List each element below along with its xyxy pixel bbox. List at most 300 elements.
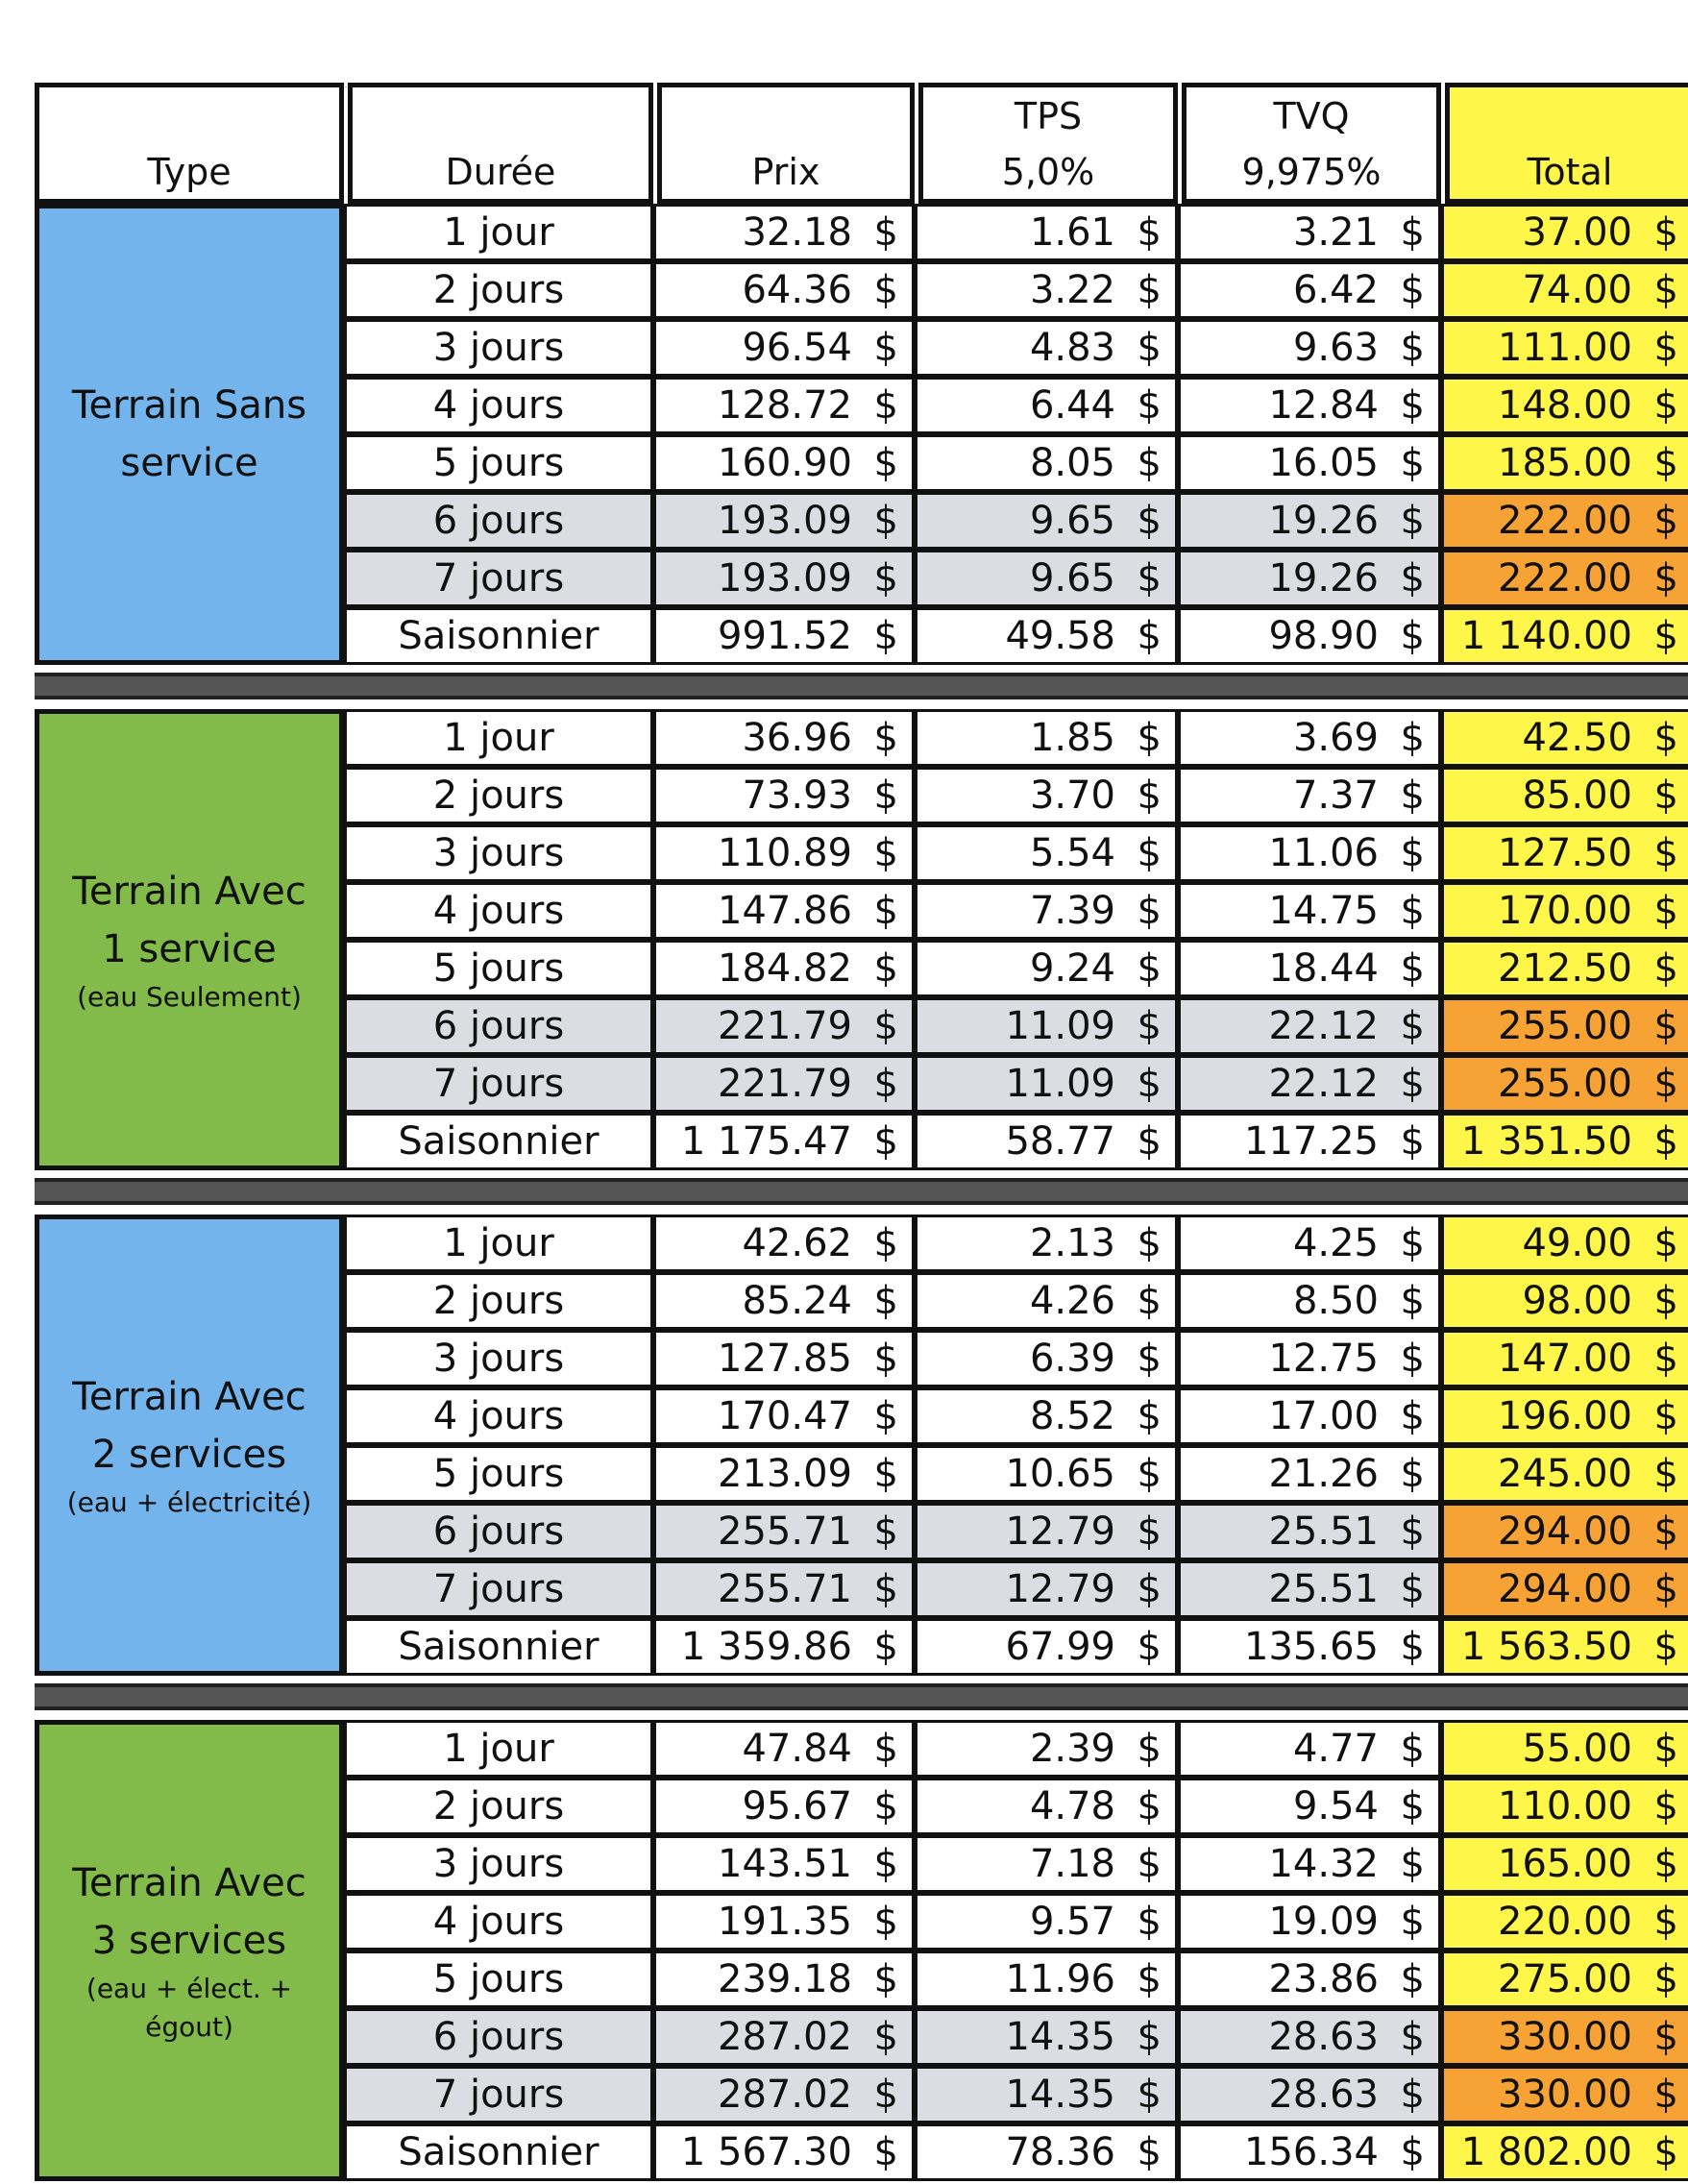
currency-symbol: $ [873, 614, 898, 658]
currency-symbol: $ [873, 1727, 898, 1771]
total-cell [1441, 1113, 1688, 1170]
prix-value: 127.85 [718, 1337, 852, 1381]
header-tvq-rate: 9,975% [1241, 151, 1382, 193]
tvq-value: 18.44 [1268, 946, 1379, 991]
type-subtitle: (eau Seulement) [77, 981, 302, 1013]
header-duree [348, 83, 653, 204]
currency-symbol: $ [1137, 1625, 1162, 1669]
currency-symbol: $ [1137, 1509, 1162, 1554]
tvq-value: 7.37 [1292, 773, 1379, 818]
currency-symbol: $ [1137, 1567, 1162, 1611]
tvq-value: 17.00 [1268, 1394, 1379, 1438]
total-value: 110.00 [1498, 1784, 1632, 1828]
total-value: 111.00 [1498, 326, 1632, 370]
currency-symbol: $ [873, 556, 898, 601]
currency-symbol: $ [873, 1221, 898, 1265]
total-value: 74.00 [1522, 268, 1632, 312]
total-value: 294.00 [1498, 1509, 1632, 1554]
tps-cell [915, 550, 1178, 607]
total-cell [1441, 709, 1688, 767]
tvq-cell [1178, 1720, 1441, 1778]
currency-symbol: $ [1653, 1625, 1678, 1669]
prix-value: 47.84 [742, 1727, 852, 1771]
prix-value: 213.09 [718, 1452, 852, 1496]
currency-symbol: $ [1653, 614, 1678, 658]
tvq-value: 9.63 [1292, 326, 1379, 370]
table-row [344, 1503, 1688, 1560]
total-cell [1441, 1835, 1688, 1893]
type-title-line: 3 services [91, 1919, 287, 1963]
tvq-value: 9.54 [1292, 1784, 1379, 1828]
currency-symbol: $ [1400, 831, 1425, 875]
currency-symbol: $ [1400, 1337, 1425, 1381]
prix-value: 42.62 [742, 1221, 852, 1265]
currency-symbol: $ [1653, 946, 1678, 991]
duree-cell: 6 jours [344, 492, 653, 550]
table-row [344, 1778, 1688, 1835]
total-value: 220.00 [1498, 1900, 1632, 1944]
prix-cell [653, 709, 915, 767]
tps-cell [915, 767, 1178, 824]
total-value: 37.00 [1522, 210, 1632, 255]
total-cell [1441, 1560, 1688, 1618]
currency-symbol: $ [1400, 614, 1425, 658]
tps-cell [915, 261, 1178, 319]
total-cell [1441, 1215, 1688, 1272]
currency-symbol: $ [1137, 441, 1162, 485]
tps-cell [915, 1618, 1178, 1676]
tps-cell [915, 882, 1178, 940]
currency-symbol: $ [1137, 1842, 1162, 1886]
header-duree-label: Durée [445, 151, 556, 193]
tps-value: 11.96 [1005, 1957, 1115, 2001]
prix-cell [653, 2008, 915, 2066]
tps-value: 7.39 [1029, 889, 1115, 933]
tps-value: 2.13 [1029, 1221, 1115, 1265]
table-row [344, 1330, 1688, 1387]
total-value: 49.00 [1522, 1221, 1632, 1265]
table-row [344, 1387, 1688, 1445]
prix-value: 96.54 [742, 326, 852, 370]
tvq-cell [1178, 2066, 1441, 2123]
currency-symbol: $ [1400, 2130, 1425, 2174]
tvq-value: 117.25 [1244, 1119, 1379, 1164]
duree-cell: 4 jours [344, 1387, 653, 1445]
total-value: 1 140.00 [1460, 614, 1632, 658]
currency-symbol: $ [1137, 2015, 1162, 2059]
tvq-cell [1178, 1272, 1441, 1330]
tps-cell [915, 1330, 1178, 1387]
total-cell [1441, 2066, 1688, 2123]
currency-symbol: $ [873, 1567, 898, 1611]
header-type-label: Type [147, 151, 232, 193]
currency-symbol: $ [1400, 1062, 1425, 1106]
header-tps-label: TPS [1014, 95, 1083, 137]
currency-symbol: $ [873, 441, 898, 485]
total-cell [1441, 607, 1688, 665]
currency-symbol: $ [1653, 773, 1678, 818]
tps-value: 9.57 [1029, 1900, 1115, 1944]
type-cell [35, 1215, 344, 1676]
currency-symbol: $ [873, 1279, 898, 1323]
total-cell [1441, 882, 1688, 940]
prix-cell [653, 1272, 915, 1330]
prix-cell [653, 940, 915, 997]
tvq-value: 25.51 [1268, 1509, 1379, 1554]
tvq-cell [1178, 1778, 1441, 1835]
duree-cell: Saisonnier [344, 2123, 653, 2181]
currency-symbol: $ [1137, 556, 1162, 601]
currency-symbol: $ [1653, 499, 1678, 543]
tps-cell [915, 2123, 1178, 2181]
table-header [35, 83, 1688, 204]
currency-symbol: $ [1653, 831, 1678, 875]
total-cell [1441, 377, 1688, 434]
prix-cell [653, 1560, 915, 1618]
tvq-cell [1178, 2008, 1441, 2066]
tps-value: 1.61 [1029, 210, 1115, 255]
tvq-cell [1178, 2123, 1441, 2181]
prix-cell [653, 882, 915, 940]
tps-value: 67.99 [1005, 1625, 1115, 1669]
currency-symbol: $ [873, 946, 898, 991]
total-cell [1441, 940, 1688, 997]
tvq-cell [1178, 1113, 1441, 1170]
total-value: 148.00 [1498, 383, 1632, 428]
tvq-cell [1178, 1215, 1441, 1272]
currency-symbol: $ [873, 210, 898, 255]
total-cell [1441, 204, 1688, 261]
prix-value: 170.47 [718, 1394, 852, 1438]
currency-symbol: $ [1400, 889, 1425, 933]
table-row [344, 709, 1688, 767]
duree-cell: 1 jour [344, 204, 653, 261]
tvq-value: 22.12 [1268, 1004, 1379, 1048]
prix-value: 184.82 [718, 946, 852, 991]
table-row [344, 607, 1688, 665]
currency-symbol: $ [1400, 499, 1425, 543]
tps-cell [915, 1215, 1178, 1272]
tvq-value: 16.05 [1268, 441, 1379, 485]
tps-value: 11.09 [1005, 1062, 1115, 1106]
currency-symbol: $ [1400, 1842, 1425, 1886]
currency-symbol: $ [1400, 1957, 1425, 2001]
prix-value: 991.52 [718, 614, 852, 658]
table-row [344, 319, 1688, 377]
prix-value: 32.18 [742, 210, 852, 255]
currency-symbol: $ [1653, 1004, 1678, 1048]
tps-cell [915, 1387, 1178, 1445]
total-value: 275.00 [1498, 1957, 1632, 2001]
currency-symbol: $ [1653, 1567, 1678, 1611]
tps-cell [915, 204, 1178, 261]
total-value: 196.00 [1498, 1394, 1632, 1438]
currency-symbol: $ [1653, 889, 1678, 933]
prix-value: 36.96 [742, 716, 852, 760]
prix-cell [653, 1113, 915, 1170]
currency-symbol: $ [1653, 2130, 1678, 2174]
table-row [344, 1445, 1688, 1503]
tvq-cell [1178, 1387, 1441, 1445]
prix-cell [653, 1387, 915, 1445]
currency-symbol: $ [1400, 1221, 1425, 1265]
prix-value: 221.79 [718, 1004, 852, 1048]
currency-symbol: $ [1137, 614, 1162, 658]
total-cell [1441, 550, 1688, 607]
currency-symbol: $ [1137, 946, 1162, 991]
duree-cell: Saisonnier [344, 1618, 653, 1676]
table-row [344, 1835, 1688, 1893]
total-cell [1441, 1272, 1688, 1330]
prix-cell [653, 767, 915, 824]
duree-cell: 1 jour [344, 1720, 653, 1778]
header-tvq [1182, 83, 1441, 204]
currency-symbol: $ [1653, 1062, 1678, 1106]
prix-value: 128.72 [718, 383, 852, 428]
currency-symbol: $ [1400, 716, 1425, 760]
total-cell [1441, 1055, 1688, 1113]
tps-cell [915, 1951, 1178, 2008]
tvq-value: 12.84 [1268, 383, 1379, 428]
prix-cell [653, 261, 915, 319]
currency-symbol: $ [1653, 1452, 1678, 1496]
tps-cell [915, 1113, 1178, 1170]
currency-symbol: $ [1653, 268, 1678, 312]
currency-symbol: $ [1137, 1727, 1162, 1771]
total-cell [1441, 1778, 1688, 1835]
table-row [344, 997, 1688, 1055]
currency-symbol: $ [1137, 210, 1162, 255]
tps-cell [915, 824, 1178, 882]
tps-value: 3.22 [1029, 268, 1115, 312]
total-cell [1441, 1503, 1688, 1560]
tps-value: 3.70 [1029, 773, 1115, 818]
table-row [344, 1560, 1688, 1618]
tvq-value: 4.25 [1292, 1221, 1379, 1265]
currency-symbol: $ [1137, 716, 1162, 760]
prix-cell [653, 1330, 915, 1387]
prix-cell [653, 1055, 915, 1113]
currency-symbol: $ [873, 1900, 898, 1944]
tvq-value: 22.12 [1268, 1062, 1379, 1106]
currency-symbol: $ [1400, 1784, 1425, 1828]
tvq-cell [1178, 997, 1441, 1055]
prix-value: 193.09 [718, 499, 852, 543]
tvq-cell [1178, 434, 1441, 492]
currency-symbol: $ [873, 1062, 898, 1106]
currency-symbol: $ [1400, 773, 1425, 818]
currency-symbol: $ [1400, 1625, 1425, 1669]
currency-symbol: $ [1137, 1784, 1162, 1828]
currency-symbol: $ [1653, 210, 1678, 255]
tvq-value: 3.69 [1292, 716, 1379, 760]
header-prix-label: Prix [751, 151, 820, 193]
total-cell [1441, 1445, 1688, 1503]
total-value: 222.00 [1498, 556, 1632, 601]
tvq-value: 25.51 [1268, 1567, 1379, 1611]
currency-symbol: $ [1653, 1842, 1678, 1886]
currency-symbol: $ [1653, 1119, 1678, 1164]
tvq-value: 6.42 [1292, 268, 1379, 312]
total-value: 1 563.50 [1460, 1625, 1632, 1669]
header-tps [918, 83, 1178, 204]
tvq-value: 21.26 [1268, 1452, 1379, 1496]
currency-symbol: $ [1653, 1957, 1678, 2001]
currency-symbol: $ [873, 773, 898, 818]
type-cell [35, 1720, 344, 2181]
tps-value: 4.26 [1029, 1279, 1115, 1323]
tps-value: 58.77 [1005, 1119, 1115, 1164]
currency-symbol: $ [873, 1394, 898, 1438]
currency-symbol: $ [873, 831, 898, 875]
currency-symbol: $ [1653, 326, 1678, 370]
tvq-value: 14.75 [1268, 889, 1379, 933]
duree-cell: 6 jours [344, 1503, 653, 1560]
tps-value: 5.54 [1029, 831, 1115, 875]
total-value: 170.00 [1498, 889, 1632, 933]
prix-cell [653, 434, 915, 492]
currency-symbol: $ [873, 1119, 898, 1164]
currency-symbol: $ [873, 1784, 898, 1828]
table-row [344, 767, 1688, 824]
prix-value: 85.24 [742, 1279, 852, 1323]
currency-symbol: $ [1400, 1727, 1425, 1771]
tvq-cell [1178, 824, 1441, 882]
tvq-cell [1178, 1893, 1441, 1951]
total-cell [1441, 261, 1688, 319]
prix-cell [653, 319, 915, 377]
currency-symbol: $ [1653, 2073, 1678, 2117]
duree-cell: 1 jour [344, 709, 653, 767]
prix-cell [653, 1835, 915, 1893]
total-cell [1441, 2008, 1688, 2066]
tvq-cell [1178, 882, 1441, 940]
type-cell [35, 709, 344, 1170]
total-value: 255.00 [1498, 1062, 1632, 1106]
prix-value: 64.36 [742, 268, 852, 312]
prix-cell [653, 2066, 915, 2123]
currency-symbol: $ [1137, 1221, 1162, 1265]
tvq-value: 98.90 [1268, 614, 1379, 658]
currency-symbol: $ [1137, 1452, 1162, 1496]
prix-value: 95.67 [742, 1784, 852, 1828]
section-2 [35, 709, 1688, 1170]
currency-symbol: $ [1400, 383, 1425, 428]
section-4 [35, 1720, 1688, 2181]
currency-symbol: $ [1653, 441, 1678, 485]
type-title-line: 2 services [91, 1433, 287, 1477]
tps-value: 4.83 [1029, 326, 1115, 370]
duree-cell: Saisonnier [344, 607, 653, 665]
currency-symbol: $ [1137, 831, 1162, 875]
tps-value: 14.35 [1005, 2073, 1115, 2117]
tvq-value: 19.26 [1268, 499, 1379, 543]
total-value: 222.00 [1498, 499, 1632, 543]
type-title-line: service [120, 441, 258, 485]
currency-symbol: $ [1400, 1119, 1425, 1164]
section-1 [35, 204, 1688, 665]
table-row [344, 434, 1688, 492]
tvq-value: 23.86 [1268, 1957, 1379, 2001]
prix-value: 1 359.86 [680, 1625, 852, 1669]
tvq-value: 8.50 [1292, 1279, 1379, 1323]
table-row [344, 2008, 1688, 2066]
total-value: 330.00 [1498, 2015, 1632, 2059]
table-row [344, 1055, 1688, 1113]
tps-value: 11.09 [1005, 1004, 1115, 1048]
section-separator [35, 1683, 1688, 1710]
duree-cell: 5 jours [344, 434, 653, 492]
currency-symbol: $ [1137, 383, 1162, 428]
type-subtitle: (eau + électricité) [66, 1486, 312, 1518]
tps-cell [915, 1560, 1178, 1618]
total-cell [1441, 1893, 1688, 1951]
currency-symbol: $ [1400, 1452, 1425, 1496]
tvq-cell [1178, 767, 1441, 824]
section-3 [35, 1215, 1688, 1676]
currency-symbol: $ [1400, 1279, 1425, 1323]
currency-symbol: $ [1400, 268, 1425, 312]
currency-symbol: $ [1653, 1337, 1678, 1381]
prix-value: 255.71 [718, 1567, 852, 1611]
total-value: 1 351.50 [1460, 1119, 1632, 1164]
tvq-value: 3.21 [1292, 210, 1379, 255]
tvq-value: 19.09 [1268, 1900, 1379, 1944]
tps-value: 12.79 [1005, 1567, 1115, 1611]
duree-cell: 1 jour [344, 1215, 653, 1272]
tps-value: 4.78 [1029, 1784, 1115, 1828]
prix-cell [653, 1503, 915, 1560]
tps-cell [915, 434, 1178, 492]
total-cell [1441, 434, 1688, 492]
currency-symbol: $ [1400, 1567, 1425, 1611]
tps-value: 1.85 [1029, 716, 1115, 760]
total-value: 98.00 [1522, 1279, 1632, 1323]
duree-cell: Saisonnier [344, 1113, 653, 1170]
currency-symbol: $ [1137, 889, 1162, 933]
prix-cell [653, 1445, 915, 1503]
total-cell [1441, 767, 1688, 824]
duree-cell: 6 jours [344, 997, 653, 1055]
currency-symbol: $ [873, 1509, 898, 1554]
currency-symbol: $ [1137, 2130, 1162, 2174]
currency-symbol: $ [1400, 2015, 1425, 2059]
duree-cell: 5 jours [344, 1951, 653, 2008]
prix-cell [653, 1215, 915, 1272]
tvq-cell [1178, 319, 1441, 377]
tvq-value: 11.06 [1268, 831, 1379, 875]
total-cell [1441, 824, 1688, 882]
tvq-value: 156.34 [1244, 2130, 1379, 2174]
prix-cell [653, 2123, 915, 2181]
currency-symbol: $ [1137, 1394, 1162, 1438]
prix-cell [653, 204, 915, 261]
currency-symbol: $ [873, 1004, 898, 1048]
currency-symbol: $ [1137, 1957, 1162, 2001]
tvq-cell [1178, 1445, 1441, 1503]
table-row [344, 204, 1688, 261]
tps-cell [915, 1778, 1178, 1835]
currency-symbol: $ [1137, 499, 1162, 543]
tps-cell [915, 940, 1178, 997]
currency-symbol: $ [873, 716, 898, 760]
total-cell [1441, 1951, 1688, 2008]
currency-symbol: $ [873, 1957, 898, 2001]
tps-value: 9.65 [1029, 556, 1115, 601]
prix-value: 239.18 [718, 1957, 852, 2001]
duree-cell: 4 jours [344, 882, 653, 940]
header-tps-rate: 5,0% [1001, 151, 1095, 193]
